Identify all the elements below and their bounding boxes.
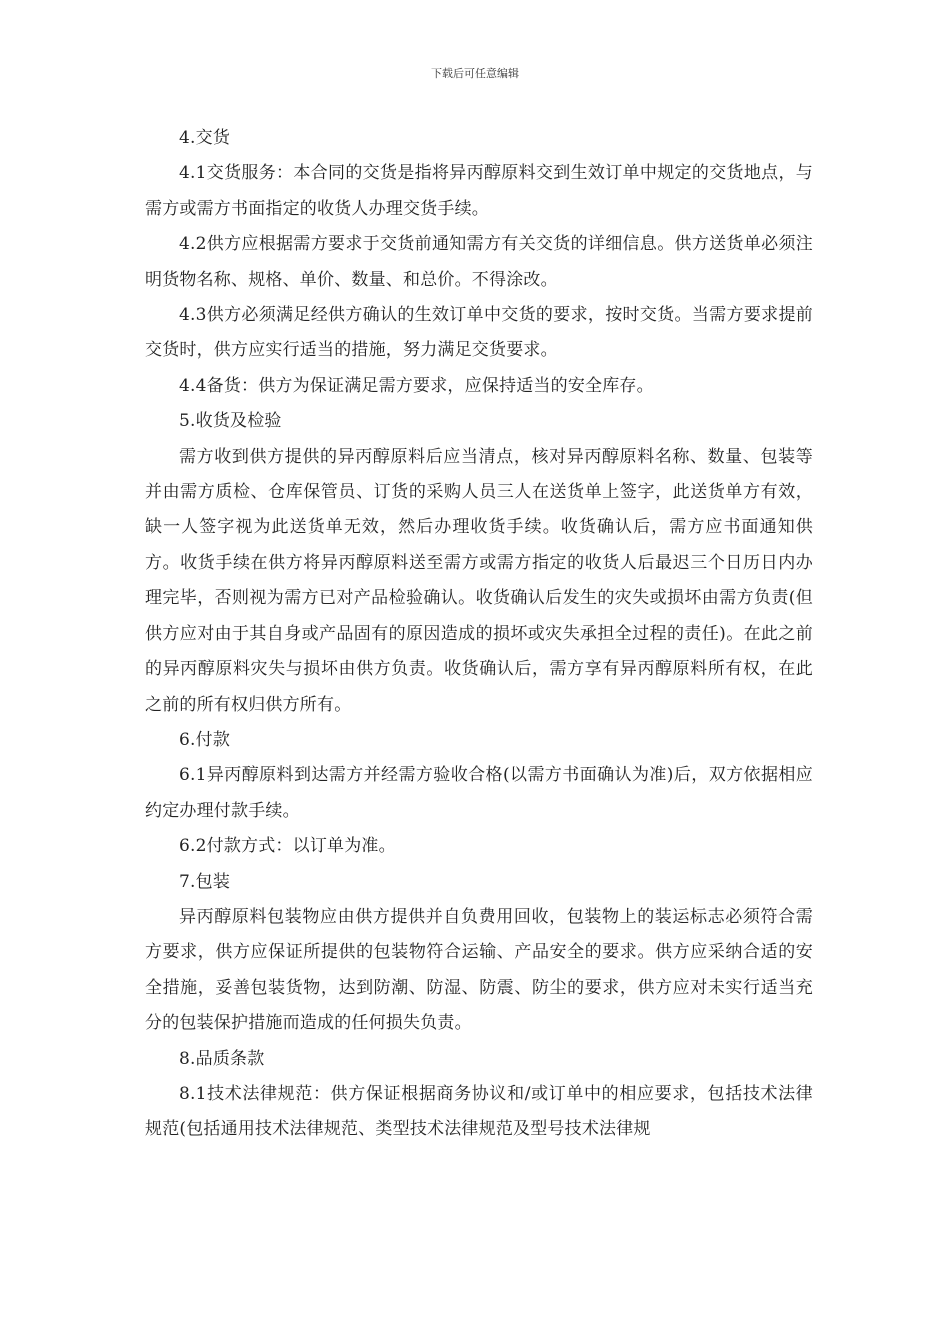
paragraph-4-1: 4.1交货服务：本合同的交货是指将异丙醇原料交到生效订单中规定的交货地点，与需方或需方书面指定的收货人办理交货手续。 [145,163,813,219]
paragraph-6-2: 6.2付款方式：以订单为准。 [179,836,396,857]
paragraph-4-2: 4.2供方应根据需方要求于交货前通知需方有关交货的详细信息。供方送货单必须注明货物名称、规格、单价、数量、和总价。不得涂改。 [145,234,813,290]
paragraph-7-body: 异丙醇原料包装物应由供方提供并自负费用回收，包装物上的装运标志必须符合需方要求，供方应保证所提供的包装物符合运输、产品安全的要求。供方应采纳合适的安全措施，妥善包装货物，达到防潮、防湿、防震、防尘的要求，供方应对未实行适当充分的包装保护措施而造成的任何损失负责。 [145,906,813,1034]
paragraph-4-4: 4.4备货：供方为保证满足需方要求，应保持适当的安全库存。 [179,375,654,396]
document-body [145,121,813,1148]
section-heading-payment: 6.付款 [179,729,231,750]
paragraph-4-3: 4.3供方必须满足经供方确认的生效订单中交货的要求，按时交货。当需方要求提前交货时，供方应实行适当的措施，努力满足交货要求。 [145,305,813,361]
section-heading-packaging: 7.包装 [179,871,231,892]
section-heading-quality-terms: 8.品质条款 [179,1048,265,1069]
paragraph-6-1: 6.1异丙醇原料到达需方并经需方验收合格(以需方书面确认为准)后，双方依据相应约定办理付款手续。 [145,765,813,821]
page-header: 下载后可任意编辑 [431,67,519,80]
section-heading-delivery: 4.交货 [179,128,231,148]
section-heading-receiving-inspection: 5.收货及检验 [179,411,282,432]
paragraph-5-body: 需方收到供方提供的异丙醇原料后应当清点，核对异丙醇原料名称、数量、包装等并由需方质检、仓库保管员、订货的采购人员三人在送货单上签字，此送货单方有效，缺一人签字视为此送货单无效，然后办理收货手续。收货确认后，需方应书面通知供方。收货手续在供方将异丙醇原料送至需方或需方指定的收货人后最迟三个日历日内办理完毕，否则视为需方已对产品检验确认。收货确认后发生的灾失或损坏由需方负责(但供方应对由于其自身或产品固有的原因造成的损坏或灾失承担全过程的责任)。在此之前的异丙醇原料灾失与损坏由供方负责。收货确认后，需方享有异丙醇原料所有权，在此之前的所有权归供方所有。 [145,446,813,715]
paragraph-8-1: 8.1技术法律规范：供方保证根据商务协议和/或订单中的相应要求，包括技术法律规范(包括通用技术法律规范、类型技术法律规范及型号技术法律规 [145,1083,813,1140]
